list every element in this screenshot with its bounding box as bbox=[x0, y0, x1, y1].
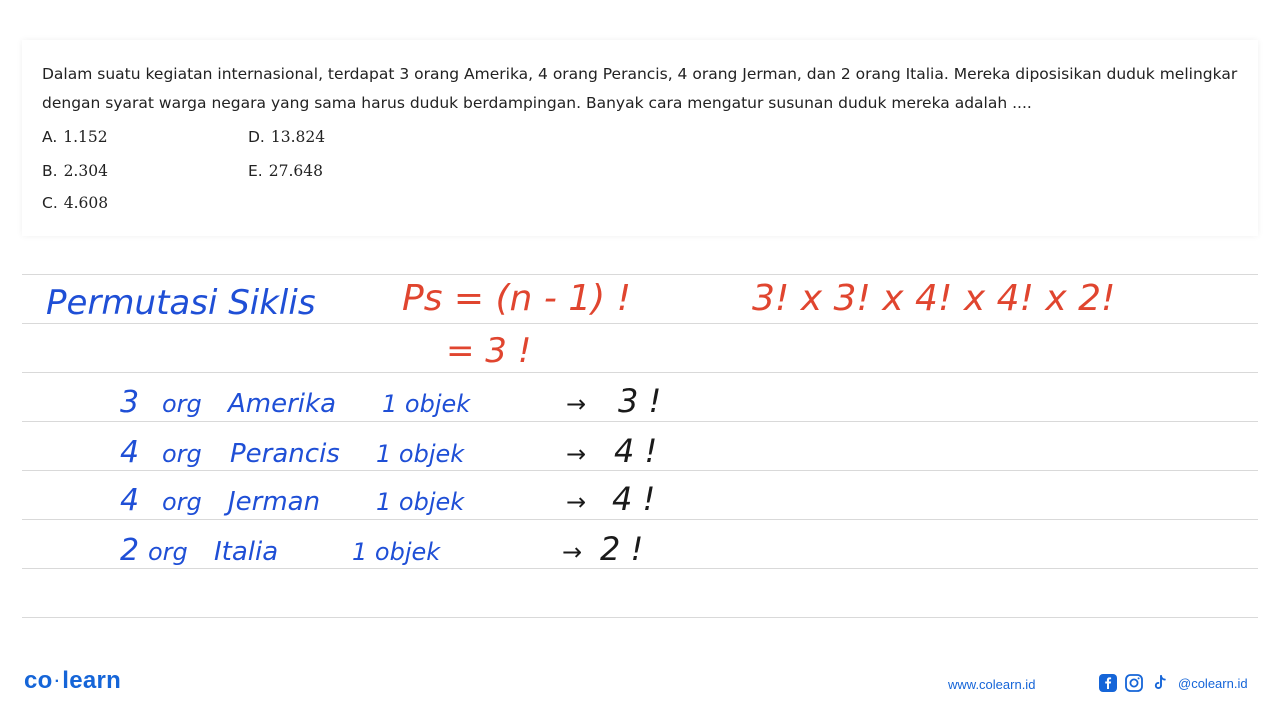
option-letter: D. bbox=[248, 128, 265, 146]
brand-dot: · bbox=[54, 672, 61, 690]
row-arrow: → bbox=[562, 538, 583, 566]
facebook-icon[interactable] bbox=[1098, 673, 1118, 693]
option-value: 13.824 bbox=[270, 128, 326, 146]
row-count: 3 bbox=[120, 385, 140, 420]
question-text: Dalam suatu kegiatan internasional, terdapat 3 orang Amerika, 4 orang Perancis, 4 orang Jerman, dan 2 orang Italia. Mereka diposisikan duduk melingkar dengan syarat warga negara yang sama harus duduk berdampingan. Banyak cara mengatur susunan duduk mereka adalah .... bbox=[42, 65, 1238, 112]
row-country: Jerman bbox=[228, 487, 321, 517]
product-of-factorials: 3! x 3! x 4! x 4! x 2! bbox=[752, 278, 1116, 319]
row-factorial: 4 ! bbox=[612, 480, 656, 518]
row-factorial: 4 ! bbox=[614, 432, 658, 470]
formula: Ps = (n - 1) ! bbox=[402, 278, 632, 319]
row-objects: 1 objek bbox=[382, 390, 471, 418]
option-value: 1.152 bbox=[63, 128, 108, 146]
row-objects: 1 objek bbox=[352, 538, 441, 566]
website-link[interactable]: www.colearn.id bbox=[948, 677, 1036, 692]
row-count: 4 bbox=[120, 483, 140, 518]
row-unit: org bbox=[162, 440, 202, 468]
formula-result: = 3 ! bbox=[446, 331, 532, 371]
row-objects: 1 objek bbox=[376, 440, 465, 468]
option-value: 2.304 bbox=[63, 162, 108, 180]
row-count: 2 bbox=[120, 533, 140, 568]
social-links bbox=[1098, 673, 1248, 693]
colearn-logo[interactable] bbox=[24, 667, 121, 695]
row-country: Amerika bbox=[228, 389, 337, 419]
option-value: 27.648 bbox=[268, 162, 323, 180]
instagram-icon[interactable] bbox=[1124, 673, 1144, 693]
row-country: Italia bbox=[214, 537, 279, 567]
row-unit: org bbox=[148, 538, 188, 566]
option-value: 4.608 bbox=[63, 194, 109, 212]
brand-left: co bbox=[24, 667, 53, 694]
row-arrow: → bbox=[566, 390, 587, 418]
row-factorial: 3 ! bbox=[618, 382, 662, 420]
option-letter: B. bbox=[42, 162, 58, 180]
option-letter: A. bbox=[42, 128, 58, 146]
row-unit: org bbox=[162, 488, 202, 516]
social-handle[interactable]: @colearn.id bbox=[1178, 675, 1248, 691]
brand-right: learn bbox=[62, 667, 122, 694]
row-arrow: → bbox=[566, 488, 587, 516]
row-factorial: 2 ! bbox=[600, 530, 644, 568]
row-unit: org bbox=[162, 390, 202, 418]
row-objects: 1 objek bbox=[376, 488, 465, 516]
row-arrow: → bbox=[566, 440, 587, 468]
tiktok-icon[interactable] bbox=[1150, 673, 1170, 693]
row-country: Perancis bbox=[230, 439, 340, 469]
option-letter: C. bbox=[42, 194, 58, 212]
heading-permutasi-siklis: Permutasi Siklis bbox=[46, 283, 316, 323]
row-count: 4 bbox=[120, 435, 140, 470]
option-letter: E. bbox=[248, 162, 263, 180]
